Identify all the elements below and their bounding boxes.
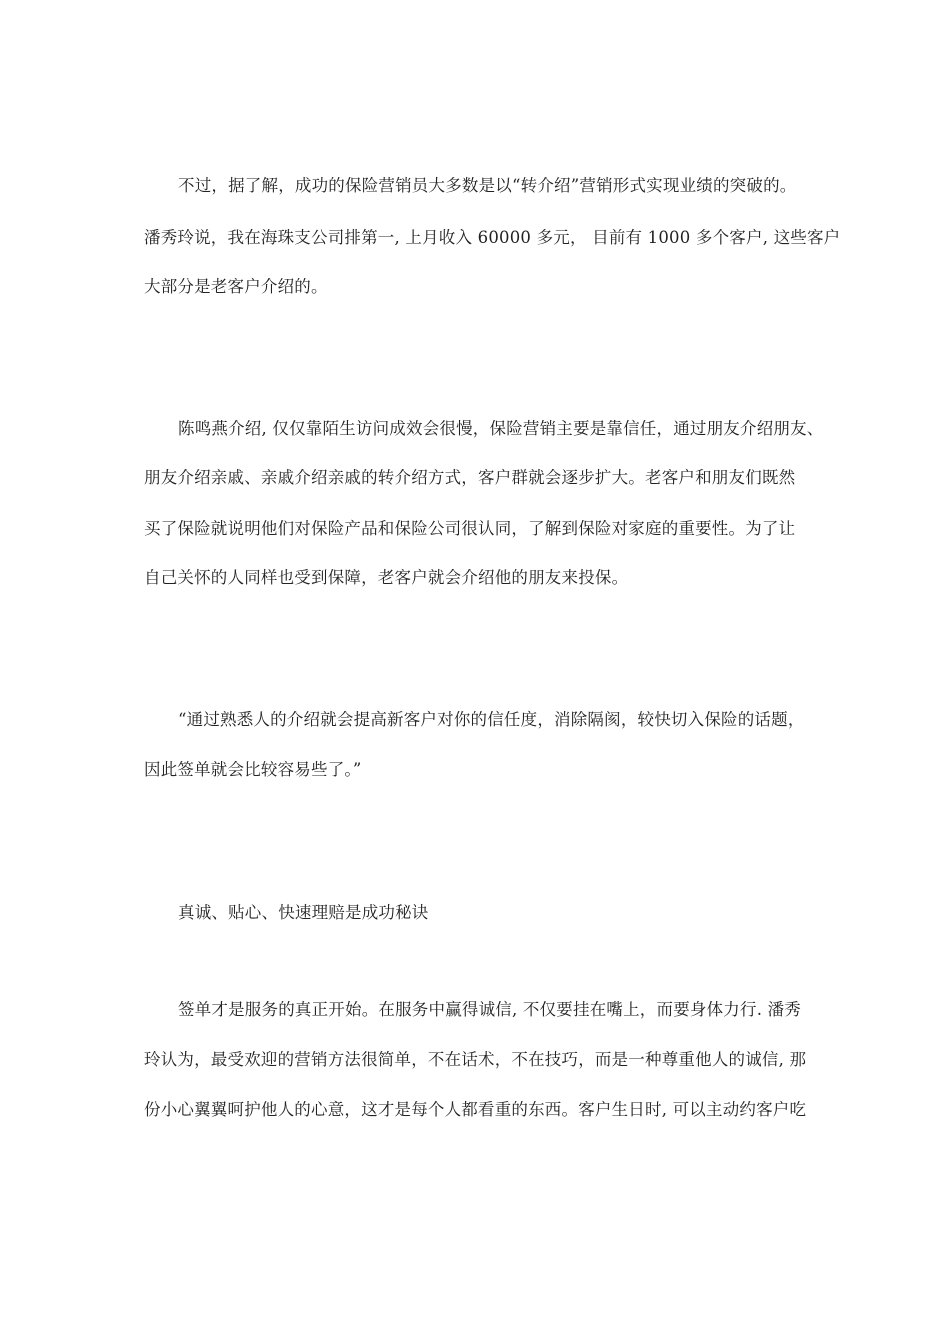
paragraph-2-line-4: 自己关怀的人同样也受到保障，老客户就会介绍他的朋友来投保。 [144,568,629,587]
section-heading: 真诚、贴心、快速理赔是成功秘诀 [178,903,429,922]
paragraph-4-line-2: 玲认为，最受欢迎的营销方法很简单，不在话术，不在技巧，而是一种尊重他人的诚信, 那 [144,1050,807,1069]
paragraph-2-line-3: 买了保险就说明他们对保险产品和保险公司很认同，了解到保险对家庭的重要性。为了让 [144,519,796,538]
paragraph-1-line-3: 大部分是老客户介绍的。 [144,277,328,296]
paragraph-3-line-1: “通过熟悉人的介绍就会提高新客户对你的信任度，消除隔阂，较快切入保险的话题， [178,710,805,729]
paragraph-2-line-2: 朋友介绍亲戚、亲戚介绍亲戚的转介绍方式，客户群就会逐步扩大。老客户和朋友们既然 [144,468,796,487]
paragraph-1-line-1: 不过，据了解，成功的保险营销员大多数是以“转介绍”营销形式实现业绩的突破的。 [178,176,797,195]
paragraph-1-line-2: 潘秀玲说，我在海珠支公司排第一, 上月收入 60000 多元， 目前有 1000 多个客户, 这些客户 [144,228,841,247]
paragraph-3-line-2: 因此签单就会比较容易些了。” [144,760,362,779]
paragraph-4-line-3: 份小心翼翼呵护他人的心意，这才是每个人都看重的东西。客户生日时, 可以主动约客户吃 [144,1100,807,1119]
paragraph-4-line-1: 签单才是服务的真正开始。在服务中赢得诚信, 不仅要挂在嘴上，而要身体力行. 潘秀 [178,1000,801,1019]
paragraph-2-line-1: 陈鸣燕介绍, 仅仅靠陌生访问成效会很慢，保险营销主要是靠信任，通过朋友介绍朋友、 [178,419,824,438]
